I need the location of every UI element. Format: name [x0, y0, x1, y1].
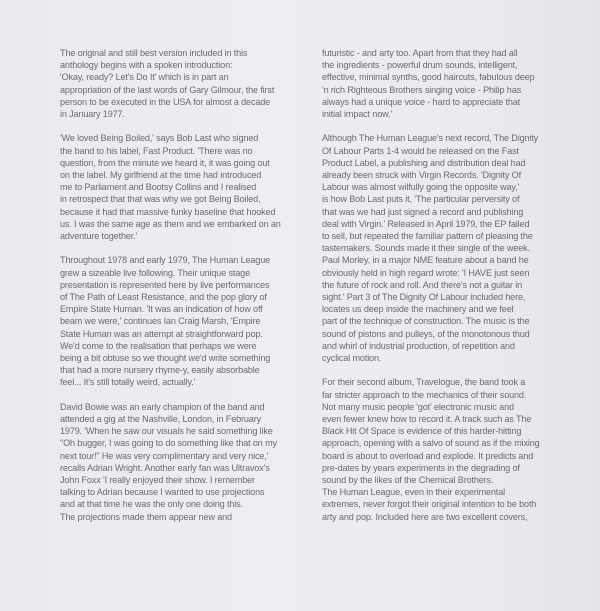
text-line: presentation is represented here by live performances — [60, 279, 270, 290]
text-line: State Human was an attempt at straightforward pop. — [60, 328, 263, 339]
paragraph-dignity-of-labour — [322, 132, 577, 364]
text-line: futuristic - and arty too. Apart from that they had all — [322, 48, 518, 58]
text-line: being a bit obtuse so we thought we'd write something — [60, 353, 271, 364]
text-line: The Human League, even in their experimental — [322, 487, 505, 498]
paragraph-futuristic — [322, 47, 577, 120]
text-line: on the label. My girlfriend at the time had introduced — [60, 170, 262, 181]
text-line: John Foxx 'I really enjoyed their show. I remember — [60, 475, 255, 486]
text-line: person to be executed in the USA for almost a decade — [60, 96, 271, 107]
text-line: deal with Virgin.' Released in April 1979, the EP failed — [322, 218, 530, 229]
text-line: 'n rich Righteous Brothers singing voice - Philip has — [322, 84, 522, 95]
text-line: that had a more nursery rhyme-y, easily absorbable — [60, 365, 260, 376]
text-line: 'We loved Being Boiled,' says Bob Last who signed — [60, 133, 259, 144]
text-line: Labour was almost wilfully going the opposite way,' — [322, 182, 520, 193]
text-line: to sell, but repeated the familiar pattern of pleasing the — [322, 231, 533, 242]
text-line: David Bowie was an early champion of the band and — [60, 401, 265, 412]
text-line: 1979. 'When he saw our visuals he said something like — [60, 426, 273, 437]
left-column — [60, 47, 312, 535]
text-line: in retrospect that that was why we got Being Boiled, — [60, 194, 261, 205]
text-line: sound by the likes of the Chemical Brothers. — [322, 475, 494, 486]
text-line: and at that time he was the only one doing this. — [60, 499, 243, 510]
text-line: is how Bob Last puts it, 'The particular perversity of — [322, 194, 520, 205]
text-line: recalls Adrian Wright. Another early fan was Ultravox's — [60, 462, 270, 473]
text-line: tastemakers. Sounds made it their single of the week. — [322, 243, 530, 254]
text-line: Empire State Human. 'It was an indication of how off — [60, 304, 263, 315]
text-line: extremes, never forgot their original intention to be both — [322, 499, 537, 510]
text-line: part of the technique of construction. The music is the — [322, 316, 530, 327]
text-line: already been struck with Virgin Records. 'Dignity Of — [322, 170, 521, 181]
text-line: Product Label, a publishing and distribution deal had — [322, 157, 526, 168]
paragraph-live-following — [60, 254, 312, 388]
text-line: 'Okay, ready? Let's Do It' which is in part an — [60, 72, 229, 83]
text-line: Although The Human League's next record, The Dignity — [322, 133, 539, 144]
text-line: arty and pop. Included here are two excellent covers, — [322, 511, 528, 522]
text-line: me to Parliament and Bootsy Collins and I realised — [60, 182, 257, 193]
text-line: of The Path of Least Resistance, and the pop glory of — [60, 292, 267, 303]
text-line: cyclical motion. — [322, 353, 382, 364]
right-column — [322, 47, 577, 535]
text-line: sight.' Part 3 of The Dignity Of Labour included here, — [322, 292, 526, 303]
text-line: anthology begins with a spoken introduction: — [60, 60, 233, 71]
text-line: locates us deep inside the machinery and we feel — [322, 304, 514, 315]
text-line: feel... It's still totally weird, actually.' — [60, 377, 196, 388]
text-line: next tour!" He was very complimentary and very nice,' — [60, 450, 269, 461]
text-line: because it had that massive funky baseline that hooked — [60, 206, 276, 217]
text-line: effective, minimal synths, good haircuts, fabulous deep — [322, 72, 535, 83]
text-line: The original and still best version included in this — [60, 48, 248, 58]
paragraph-gilmour-intro — [60, 47, 312, 120]
text-line: beam we were,' continues Ian Craig Marsh, 'Empire — [60, 316, 261, 327]
text-line: obviously held in high regard wrote: 'I HAVE just seen — [322, 267, 530, 278]
text-line: Of Labour Parts 1-4 would be released on the Fast — [322, 145, 519, 156]
text-line: attended a gig at the Nashville, London, in February — [60, 414, 261, 425]
text-line: The projections made them appear new and — [60, 511, 232, 522]
text-line: We'd come to the realisation that perhaps we were — [60, 340, 257, 351]
text-line: sound of pistons and pulleys, of the monotonous thud — [322, 328, 530, 339]
text-line: the band to his label, Fast Product. 'There was no — [60, 145, 253, 156]
text-line: approach, opening with a salvo of sound as if the mixing — [322, 438, 540, 449]
text-line: grew a sizeable live following. Their unique stage — [60, 267, 250, 278]
text-line: the ingredients - powerful drum sounds, intelligent, — [322, 60, 518, 71]
text-line: Paul Morley, in a major NME feature about a band he — [322, 255, 529, 266]
text-line: adventure together.' — [60, 231, 138, 242]
text-line: Throughout 1978 and early 1979, The Human League — [60, 255, 271, 266]
text-line: question, from the minute we heard it, it was going out — [60, 157, 270, 168]
text-line: far stricter approach to the mechanics of their sound. — [322, 389, 527, 400]
text-line: pre-dates by years experiments in the degrading of — [322, 462, 520, 473]
text-line: talking to Adrian because I wanted to use projections — [60, 487, 265, 498]
text-line: even fewer knew how to record it. A track such as The — [322, 414, 532, 425]
text-line: in January 1977. — [60, 109, 125, 120]
text-line: appropriation of the last words of Gary Gilmour, the first — [60, 84, 275, 95]
text-line: that was we had just signed a record and publishing — [322, 206, 524, 217]
paragraph-bowie — [60, 401, 312, 523]
text-line: always had a unique voice - hard to appreciate that — [322, 96, 521, 107]
text-line: Black Hit Of Space is evidence of this harder-hitting — [322, 426, 522, 437]
text-line: Not many music people 'got' electronic music and — [322, 401, 514, 412]
text-line: board is about to overload and explode. It predicts and — [322, 450, 534, 461]
text-line: the future of rock and roll. And there's not a guitar in — [322, 279, 523, 290]
text-line: us. I was the same age as them and we embarked on an — [60, 218, 281, 229]
text-line: For their second album, Travelogue, the band took a — [322, 377, 526, 388]
paragraph-being-boiled — [60, 132, 312, 242]
text-line: initial impact now.' — [322, 109, 393, 120]
text-line: and whirl of industrial production, of repetition and — [322, 340, 515, 351]
text-line: "Oh bugger, I was going to do something like that on my — [60, 438, 277, 449]
paragraph-travelogue — [322, 376, 577, 522]
